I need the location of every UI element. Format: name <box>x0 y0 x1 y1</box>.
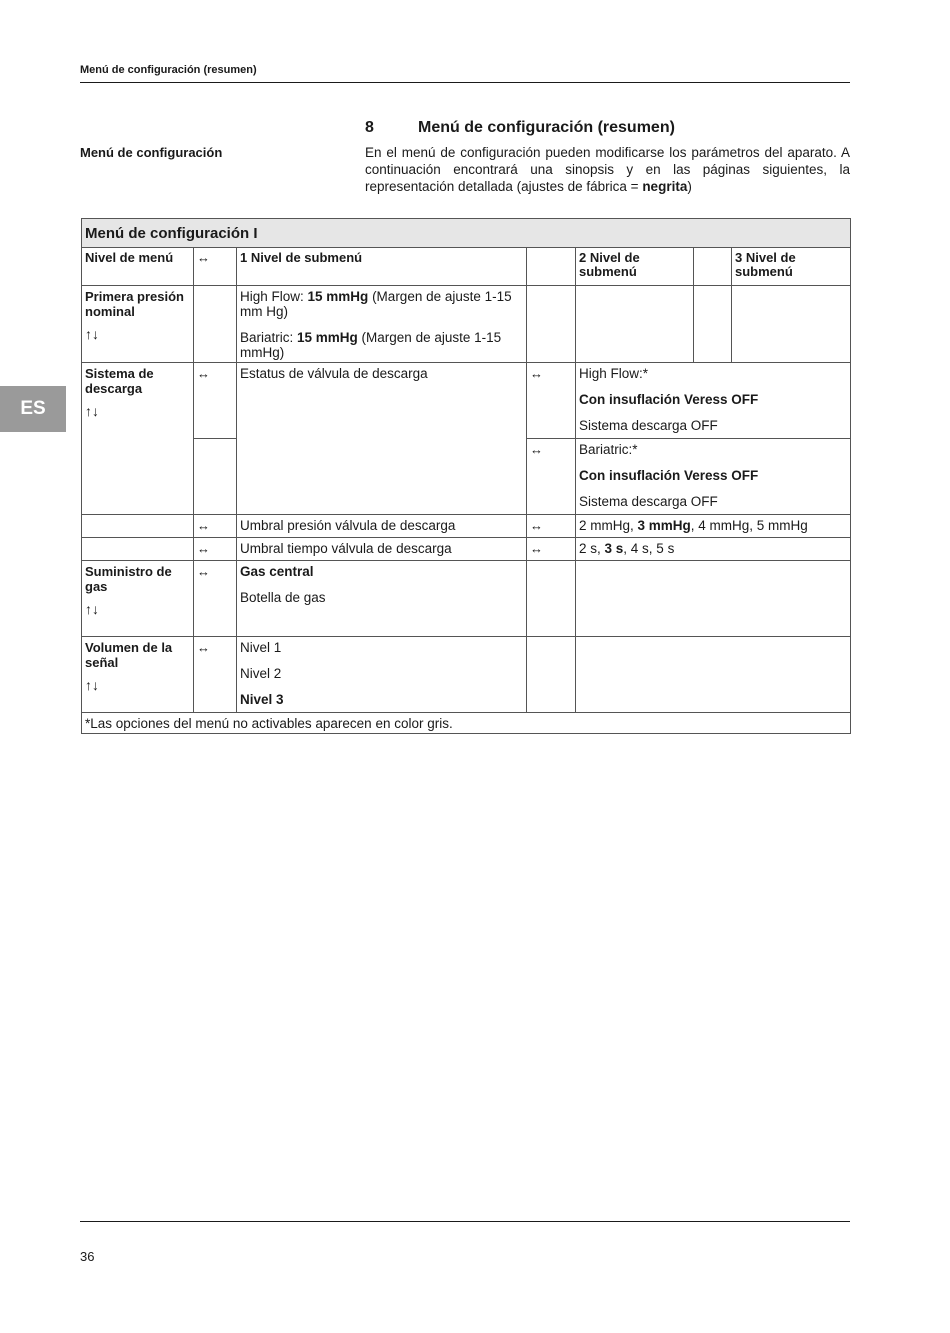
bariatric-option: Sistema descarga OFF <box>579 494 718 509</box>
up-down-arrow-icon: ↑↓ <box>85 677 99 693</box>
left-right-arrow-icon: ↔ <box>194 637 237 713</box>
bariatric-value: 15 mmHg <box>297 330 358 345</box>
high-flow-option: Sistema descarga OFF <box>579 418 718 433</box>
table-row <box>82 515 851 538</box>
table-title-row <box>82 219 851 248</box>
submenu-1-cell: Umbral presión válvula de descarga <box>237 515 527 538</box>
config-menu-table <box>81 218 851 734</box>
gas-option: Botella de gas <box>240 590 326 605</box>
header-menu-level: Nivel de menú <box>82 248 194 286</box>
empty-cell <box>527 561 576 637</box>
high-flow-default: Con insuflación Veress OFF <box>579 392 759 407</box>
table-row <box>82 363 851 439</box>
section-number: 8 <box>365 119 374 136</box>
language-tab: ES <box>0 386 66 432</box>
table-footnote: *Las opciones del menú no activables aparecen en color gris. <box>82 713 851 734</box>
left-right-arrow-icon: ↔ <box>194 538 237 561</box>
high-flow-prefix: High Flow: <box>240 289 308 304</box>
submenu-1-cell <box>237 637 527 713</box>
footer-divider <box>80 1221 850 1222</box>
header-arrow-icon: ↔ <box>194 248 237 286</box>
empty-cell <box>527 286 576 363</box>
table-row <box>82 561 851 637</box>
empty-cell <box>576 286 694 363</box>
volume-option: Nivel 1 <box>240 640 282 655</box>
bariatric-title: Bariatric:* <box>579 442 638 457</box>
bariatric-prefix: Bariatric: <box>240 330 298 345</box>
empty-cell <box>576 561 851 637</box>
menu-level-cell <box>82 637 194 713</box>
high-flow-setting <box>240 289 523 319</box>
menu-level-cell <box>82 363 194 515</box>
running-header: Menú de configuración (resumen) <box>80 64 257 76</box>
option-text: , 4 s, 5 s <box>623 541 675 556</box>
page-number: 36 <box>80 1249 95 1264</box>
menu-level-label: Volumen de la señal <box>85 640 173 670</box>
intro-end: ) <box>687 179 692 194</box>
left-right-arrow-icon: ↔ <box>527 538 576 561</box>
empty-cell <box>82 515 194 538</box>
header-submenu-1: 1 Nivel de submenú <box>237 248 527 286</box>
bariatric-setting <box>240 330 523 360</box>
up-down-arrow-icon: ↑↓ <box>85 326 99 342</box>
intro-bold: negrita <box>642 179 688 194</box>
menu-level-cell <box>82 561 194 637</box>
option-default: 3 s <box>604 541 624 556</box>
submenu-1-cell <box>237 561 527 637</box>
left-right-arrow-icon: ↔ <box>527 515 576 538</box>
empty-cell <box>694 286 732 363</box>
left-right-arrow-icon: ↔ <box>194 363 237 439</box>
header-empty-cell <box>527 248 576 286</box>
left-right-arrow-icon: ↔ <box>527 439 576 515</box>
bariatric-range: (Margen de ajuste 1-15 mmHg) <box>240 330 502 360</box>
left-right-arrow-icon: ↔ <box>194 561 237 637</box>
gas-default: Gas central <box>240 564 314 579</box>
volume-default: Nivel 3 <box>240 692 284 707</box>
intro-paragraph <box>365 144 850 195</box>
submenu-2-cell <box>576 538 851 561</box>
option-text: , 4 mmHg, 5 mmHg <box>690 518 808 533</box>
intro-text: En el menú de configuración pueden modificarse los parámetros del aparato. A continuación encontrará una sinopsis y en las páginas siguientes, la representación detallada (ajustes de fábrica = <box>365 145 850 194</box>
header-empty-cell <box>694 248 732 286</box>
empty-cell <box>527 637 576 713</box>
margin-label: Menú de configuración <box>80 145 223 160</box>
bariatric-default: Con insuflación Veress OFF <box>579 468 759 483</box>
menu-level-label: Sistema de descarga <box>85 366 154 396</box>
empty-cell <box>732 286 851 363</box>
submenu-1-cell: Umbral tiempo válvula de descarga <box>237 538 527 561</box>
empty-cell <box>194 286 237 363</box>
table-title: Menú de configuración I <box>82 219 851 248</box>
option-default: 3 mmHg <box>637 518 691 533</box>
option-text: 2 s, <box>579 541 605 556</box>
empty-cell <box>82 538 194 561</box>
up-down-arrow-icon: ↑↓ <box>85 403 99 419</box>
submenu-2-cell <box>576 439 851 515</box>
table-row <box>82 637 851 713</box>
table-header-row <box>82 248 851 286</box>
option-text: 2 mmHg, <box>579 518 638 533</box>
submenu-1-cell: Estatus de válvula de descarga <box>237 363 527 515</box>
high-flow-value: 15 mmHg <box>307 289 369 304</box>
table-row <box>82 538 851 561</box>
menu-level-cell <box>82 286 194 363</box>
header-submenu-2: 2 Nivel de submenú <box>576 248 694 286</box>
menu-level-label: Suministro de gas <box>85 564 172 594</box>
high-flow-title: High Flow:* <box>579 366 649 381</box>
volume-option: Nivel 2 <box>240 666 282 681</box>
empty-cell <box>576 637 851 713</box>
submenu-2-cell <box>576 363 851 439</box>
header-divider <box>80 82 850 83</box>
section-title: Menú de configuración (resumen) <box>418 119 675 136</box>
header-submenu-3: 3 Nivel de submenú <box>732 248 851 286</box>
submenu-2-cell <box>576 515 851 538</box>
footnote-row <box>82 713 851 734</box>
left-right-arrow-icon: ↔ <box>527 363 576 439</box>
submenu-1-cell <box>237 286 527 363</box>
left-right-arrow-icon: ↔ <box>194 515 237 538</box>
high-flow-range: (Margen de ajuste 1-15 mm Hg) <box>240 289 512 319</box>
section-heading <box>365 119 675 137</box>
up-down-arrow-icon: ↑↓ <box>85 601 99 617</box>
empty-cell <box>194 439 237 515</box>
table-row <box>82 286 851 363</box>
menu-level-label: Primera presión nominal <box>85 289 184 319</box>
